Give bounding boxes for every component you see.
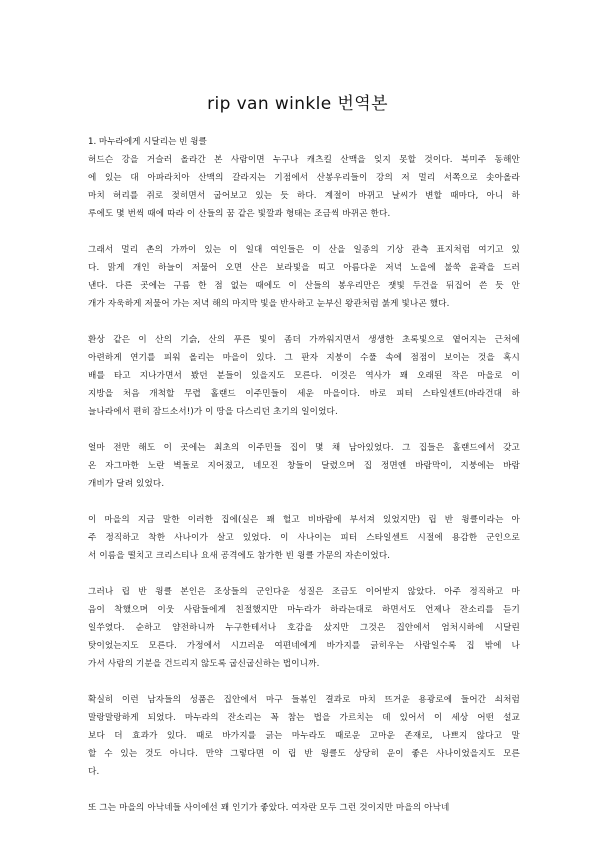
text-line: 마치 허리를 쥐로 젖히면서 굽어보고 있는 듯 하다. 계절이 바뀌고 날씨가 변할 때마다, 아니 하 (88, 191, 520, 201)
paragraph (88, 331, 520, 421)
text-line: 서 이름을 떨치고 크리스티나 요새 공격에도 참가한 빈 윙클 가문의 자손이었다. (88, 551, 391, 561)
text-line: 에 있는 대 아파라치아 산맥의 갈라지는 기점에서 산봉우리들이 강의 저 멀리 서쪽으로 솟아올라 (88, 173, 520, 183)
paragraph (88, 439, 520, 493)
text-line: 루에도 몇 번씩 때에 따라 이 산들의 꿈 같은 빛깔과 형태는 조금씩 바뀌곤 한다. (88, 209, 391, 219)
text-line: 주 정직하고 착한 사나이가 살고 있었다. 이 사나이는 피터 스타일센트 시절에 용감한 군인으로 (88, 533, 520, 543)
text-line: 보다 더 효과가 있다. 때로 바가지를 긁는 마누라도 때로운 고마운 존재로, 나쁘지 않다고 말 (88, 731, 520, 741)
text-line: 음이 착했으며 이웃 사람들에게 친절했지만 마누라가 하라는대로 하면서도 언제나 잔소리를 듣기 (88, 605, 520, 615)
text-line: 일쑤였다. 순하고 얌전하니까 누구한테서나 호감을 샀지만 그것은 집안에서 엄처시하에 시달린 (88, 623, 520, 633)
paragraph (88, 241, 520, 313)
text-line: 지방을 처음 개척할 무렵 홀랜드 이주민들이 세운 마을이다. 바로 피터 스타일센트(바라건대 하 (88, 389, 520, 399)
text-line: 늘나라에서 편히 잠드소서!)가 이 땅을 다스리던 초기의 일이었다. (88, 407, 338, 417)
text-line: 개비가 달려 있었다. (88, 479, 165, 489)
text-line: 환상 같은 이 산의 기슭, 산의 푸른 빛이 좀더 가까워지면서 생생한 초록빛으로 옅어지는 근처에 (88, 335, 520, 345)
text-line: 그러나 립 반 윙클 본인은 조상들의 군인다운 성질은 조금도 이어받지 않았다. 아주 정직하고 마 (88, 587, 520, 597)
text-line: 낸다. 다른 곳에는 구름 한 점 없는 때에도 이 산들의 봉우리만은 잿빛 두건을 뒤집어 쓴 듯 안 (88, 281, 520, 291)
text-line: 이 마을의 지금 말한 이러한 집에(실은 꽤 헐고 비바람에 부서져 있었지만) 립 반 윙클이라는 아 (88, 515, 520, 525)
text-line: 아련하게 연기를 피워 올리는 마을이 있다. 그 판자 지붕이 수풀 속에 점점이 보이는 것을 혹시 (88, 353, 520, 363)
text-line: 배를 타고 지나가면서 봤던 분들이 있을지도 모른다. 이것은 역사가 꽤 오래된 작은 마을로 이 (88, 371, 520, 381)
document-title: rip van winkle 번역본 (207, 94, 388, 114)
paragraph (88, 691, 520, 781)
text-line: 확실히 이런 남자들의 성품은 집안에서 마구 들볶인 결과로 마치 뜨거운 용광로에 들어간 쇠처럼 (88, 695, 520, 705)
document-body (88, 133, 520, 835)
text-line: 탓이었는지도 모른다. 가정에서 시끄러운 여편네에게 바가지를 긁히우는 사람일수록 집 밖에 나 (88, 641, 520, 651)
paragraph (88, 799, 520, 817)
paragraph-list (88, 151, 520, 817)
paragraph (88, 151, 520, 223)
text-line: 다. (88, 767, 100, 777)
text-line: 할 수 있는 것도 아니다. 만약 그렇다면 이 립 반 윙클도 상당히 운이 좋은 사나이었을지도 모른 (88, 749, 520, 759)
text-line: 그래서 멀리 촌의 가까이 있는 이 일대 여인들은 이 산을 일종의 기상 관측 표지처럼 여기고 있 (88, 245, 520, 255)
text-line: 또 그는 마을의 아낙네들 사이에선 꽤 인기가 좋았다. 여자란 모두 그런 것이지만 마을의 아낙네 (88, 803, 450, 813)
text-line: 가서 사람의 기분을 건드리지 않도록 굽신굽신하는 법이니까. (88, 659, 320, 669)
paragraph (88, 583, 520, 673)
paragraph (88, 511, 520, 565)
text-line: 얼마 전만 해도 이 곳에는 최초의 이주민들 집이 몇 채 남아있었다. 그 집들은 홀랜드에서 갖고 (88, 443, 520, 453)
text-line: 다. 맑게 개인 하늘이 저물어 오면 산은 보라빛을 띠고 아름다운 저녁 노을에 불쑥 윤곽을 드러 (88, 263, 520, 273)
section-heading: 1. 마누라에게 시달리는 빈 윙클 (88, 137, 207, 147)
text-line: 개가 자욱하게 저물어 가는 저녁 해의 마지막 빛을 반사하고 눈부신 왕관처럼 붉게 빛나곤 했다. (88, 299, 450, 309)
text-line: 말랑말랑하게 되었다. 마누라의 잔소리는 꼭 참는 법을 가르치는 데 있어서 이 세상 어떤 설교 (88, 713, 520, 723)
text-line: 온 자그마한 노란 벽돌로 지어졌고, 네모진 창들이 달렸으며 집 정면엔 바람막이, 지붕에는 바람 (88, 461, 520, 471)
text-line: 허드슨 강을 거슬러 올라간 본 사람이면 누구나 캐츠킬 산맥을 잊지 못할 것이다. 북미주 동해안 (88, 155, 520, 165)
